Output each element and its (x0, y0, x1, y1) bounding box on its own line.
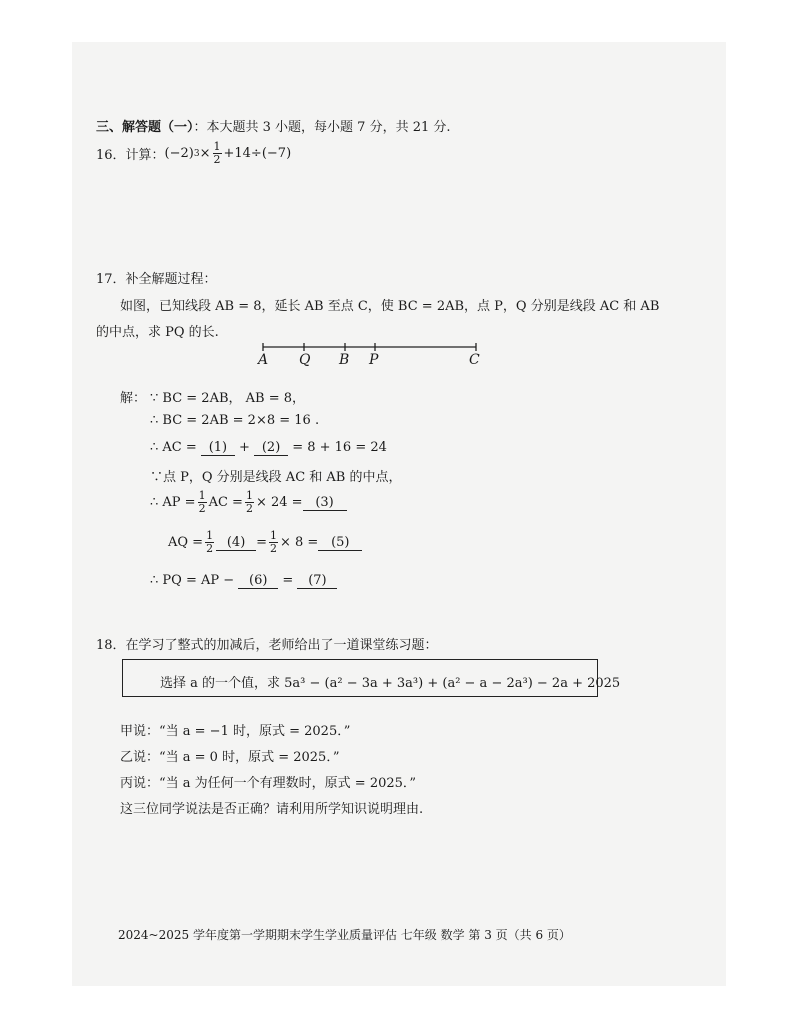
q16-fraction: $\frac{1}{2}$ (213, 140, 221, 166)
point-label-a: A (258, 352, 269, 368)
statement-bing: 丙说：“当 a 为任何一个有理数时，原式 = 2025．” (120, 776, 417, 791)
solution-line-3: ∴ AC = (1) + (2) = 8 + 16 = 24 (150, 440, 387, 455)
solution-label: 解： (120, 391, 147, 406)
section-header (96, 116, 451, 135)
statement-jia: 甲说：“当 a = −1 时，原式 = 2025．” (120, 724, 351, 739)
solution-line-1: ∵ BC = 2AB， AB = 8， (150, 391, 306, 406)
point-label-p: P (369, 352, 379, 368)
solution-line-4: ∵点 P，Q 分别是线段 AC 和 AB 的中点， (150, 470, 402, 485)
point-label-b: B (339, 352, 350, 368)
blank-3: (3) (303, 495, 347, 511)
half-fraction: $\frac{1}{2}$ (206, 529, 214, 555)
q17-stem-line2: 的中点，求 PQ 的长. (96, 325, 219, 340)
blank-4: (4) (216, 535, 256, 551)
blank-5: (5) (318, 535, 362, 551)
solution-line-6: AQ = $\frac{1}{2}$ (4) = $\frac{1}{2}$ × 8 = (5) (168, 530, 362, 555)
question-16 (96, 141, 291, 166)
statement-yi: 乙说：“当 a = 0 时，原式 = 2025．” (120, 750, 340, 765)
blank-1: (1) (201, 440, 235, 456)
exercise-text: 选择 a 的一个值，求 5a³ − (a² − 3a + 3a³) + (a² − a − 2a³) − 2a + 2025 (160, 676, 621, 691)
q16-exponent: 3 (193, 148, 200, 159)
q17-stem-line1: 如图，已知线段 AB = 8，延长 AB 至点 C，使 BC = 2AB，点 P，Q 分别是线段 AC 和 AB (120, 299, 660, 314)
q16-expr-part3: +14÷(−7) (223, 146, 292, 161)
blank-2: (2) (254, 440, 288, 456)
q16-times: × (199, 146, 211, 161)
page-footer: 2024~2025 学年度第一学期期末学生学业质量评估 七年级 数学 第 3 页（共 6 页） (118, 928, 571, 942)
half-fraction: $\frac{1}{2}$ (198, 489, 206, 515)
solution-line-7: ∴ PQ = AP − (6) = (7) (150, 573, 337, 589)
solution-line-2: ∴ BC = 2AB = 2×8 = 16 . (150, 413, 320, 428)
blank-6: (6) (238, 573, 278, 589)
point-label-c: C (469, 352, 480, 368)
q16-label: 16．计算： (96, 148, 165, 163)
q18-question: 这三位同学说法是否正确？请利用所学知识说明理由. (120, 802, 424, 817)
half-fraction: $\frac{1}{2}$ (245, 489, 253, 515)
blank-7: (7) (297, 573, 337, 589)
q17-label: 17．补全解题过程： (96, 272, 217, 287)
q16-expr-part1: (−2) (164, 146, 194, 161)
section-desc: ：本大题共 3 小题，每小题 7 分，共 21 分. (193, 120, 451, 135)
half-fraction: $\frac{1}{2}$ (269, 529, 277, 555)
section-title: 三、解答题（一） (96, 120, 194, 135)
solution-line-5: ∴ AP = $\frac{1}{2}$ AC = $\frac{1}{2}$ × 24 = (3) (150, 490, 347, 515)
point-label-q: Q (299, 352, 311, 368)
q18-label: 18．在学习了整式的加减后，老师给出了一道课堂练习题： (96, 638, 438, 653)
